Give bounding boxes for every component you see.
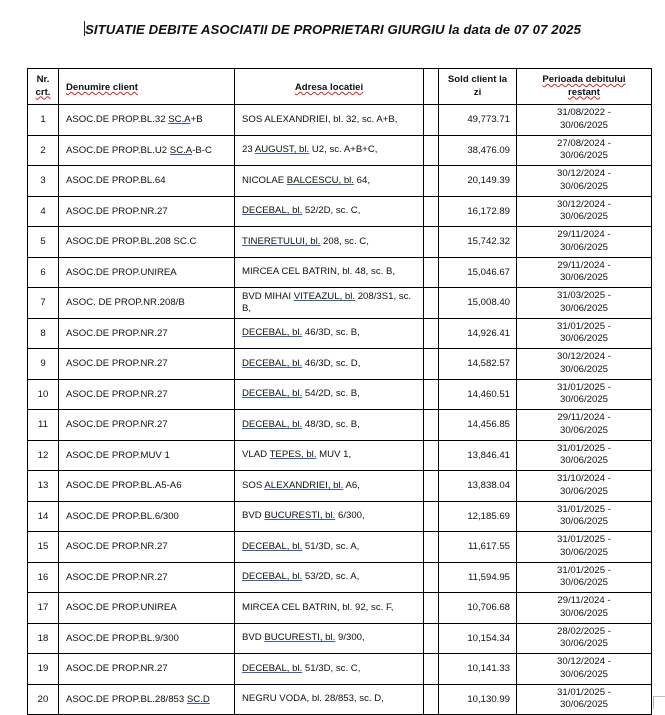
underlined-fragment: DECEBAL, bl.: [242, 327, 303, 339]
row-address: DECEBAL, bl. 46/3D, sc. B,: [235, 318, 424, 349]
underlined-fragment: DECEBAL, bl.: [242, 357, 303, 369]
table-row: [28, 623, 652, 654]
underlined-fragment: DECEBAL, bl.: [242, 388, 303, 400]
row-balance: 15,742.32: [439, 227, 517, 258]
row-nr: 20: [28, 684, 59, 715]
table-row: [28, 501, 652, 532]
header-period: Perioada debitului restant: [517, 69, 652, 105]
row-empty-cell: [424, 227, 439, 258]
underlined-fragment: DECEBAL, bl.: [242, 662, 303, 674]
period-from: 31/01/2025 -: [557, 564, 611, 576]
row-empty-cell: [424, 196, 439, 227]
table-row: [28, 562, 652, 593]
underlined-fragment: VITEAZUL, bl.: [293, 290, 356, 302]
row-client-name: ASOC.DE PROP.BL.32 SC.A+B: [59, 105, 235, 136]
row-client-name: ASOC.DE PROP.BL.64: [59, 166, 235, 197]
row-balance: 15,046.67: [439, 257, 517, 288]
row-nr: 19: [28, 654, 59, 685]
row-client-name: ASOC.DE PROP.MUV 1: [59, 440, 235, 471]
period-to: 30/06/2025: [559, 150, 608, 162]
period-to: 30/06/2025: [559, 363, 608, 375]
table-row: [28, 379, 652, 410]
row-nr: 13: [28, 471, 59, 502]
period-to: 30/06/2025: [559, 424, 608, 436]
table-row: [28, 471, 652, 502]
row-empty-cell: [424, 501, 439, 532]
period-to: 30/06/2025: [559, 485, 608, 497]
row-address: DECEBAL, bl. 54/2D, sc. B,: [235, 379, 424, 410]
row-address: TINERETULUI, bl. 208, sc. C,: [235, 227, 424, 258]
row-balance: 49,773.71: [439, 105, 517, 136]
table-row: [28, 654, 652, 685]
period-from: 31/01/2025 -: [557, 686, 611, 698]
row-nr: 1: [28, 105, 59, 136]
row-empty-cell: [424, 562, 439, 593]
underlined-fragment: DECEBAL, bl.: [242, 205, 303, 217]
row-balance: 14,456.85: [439, 410, 517, 441]
table-row: [28, 532, 652, 563]
row-nr: 12: [28, 440, 59, 471]
row-balance: 10,154.34: [439, 623, 517, 654]
period-from: 31/01/2025 -: [557, 534, 611, 546]
row-nr: 14: [28, 501, 59, 532]
row-period: [517, 166, 652, 197]
row-empty-cell: [424, 410, 439, 441]
row-client-name: ASOC.DE PROP.BL.9/300: [59, 623, 235, 654]
underlined-fragment: DECEBAL, bl.: [242, 418, 303, 430]
row-address: SOS ALEXANDRIEI, bl. A6,: [235, 471, 424, 502]
underlined-fragment: SC.A: [169, 144, 193, 156]
header-empty: [424, 69, 439, 105]
row-balance: 14,582.57: [439, 349, 517, 380]
row-client-name: ASOC.DE PROP.UNIREA: [59, 593, 235, 624]
period-to: 30/06/2025: [559, 638, 608, 650]
period-from: 30/12/2024 -: [557, 168, 611, 180]
row-empty-cell: [424, 166, 439, 197]
table-header-row: [28, 69, 652, 105]
row-client-name: ASOC.DE PROP.NR.27: [59, 349, 235, 380]
underlined-fragment: SC.A: [168, 114, 191, 126]
row-nr: 3: [28, 166, 59, 197]
table-row: [28, 410, 652, 441]
underlined-fragment: ALEXANDRIEI, bl.: [264, 479, 344, 491]
row-empty-cell: [424, 349, 439, 380]
row-balance: 38,476.09: [439, 135, 517, 166]
period-to: 30/06/2025: [559, 699, 608, 711]
row-empty-cell: [424, 532, 439, 563]
table-row: [28, 349, 652, 380]
row-address: NICOLAE BALCESCU, bl. 64,: [235, 166, 424, 197]
period-to: 30/06/2025: [559, 607, 608, 619]
header-nr: Nr. crt.: [28, 69, 59, 105]
row-balance: 15,008.40: [439, 288, 517, 319]
underlined-fragment: BUCURESTI, bl.: [264, 510, 336, 522]
header-address: Adresa locatiei: [235, 69, 424, 105]
row-empty-cell: [424, 257, 439, 288]
table-row: [28, 166, 652, 197]
row-balance: 13,838.04: [439, 471, 517, 502]
row-address: NEGRU VODA, bl. 28/853, sc. D,: [235, 684, 424, 715]
row-address: BVD BUCURESTI, bl. 9/300,: [235, 623, 424, 654]
row-empty-cell: [424, 318, 439, 349]
row-period: [517, 196, 652, 227]
period-from: 31/01/2025 -: [557, 381, 611, 393]
period-from: 29/11/2024 -: [557, 229, 611, 241]
table-row: [28, 288, 652, 319]
row-balance: 10,706.68: [439, 593, 517, 624]
row-client-name: ASOC.DE PROP.BL.6/300: [59, 501, 235, 532]
row-period: [517, 227, 652, 258]
period-to: 30/06/2025: [559, 516, 608, 528]
underlined-fragment: BUCURESTI, bl.: [264, 632, 336, 644]
row-empty-cell: [424, 593, 439, 624]
row-period: [517, 135, 652, 166]
period-to: 30/06/2025: [559, 211, 608, 223]
row-balance: 11,617.55: [439, 532, 517, 563]
row-address: DECEBAL, bl. 52/2D, sc. C,: [235, 196, 424, 227]
table-row: [28, 105, 652, 136]
row-nr: 9: [28, 349, 59, 380]
row-period: [517, 623, 652, 654]
period-from: 28/02/2025 -: [557, 625, 611, 637]
period-from: 31/10/2024 -: [557, 473, 611, 485]
row-nr: 11: [28, 410, 59, 441]
period-from: 31/03/2025 -: [557, 290, 611, 302]
row-empty-cell: [424, 288, 439, 319]
row-address: SOS ALEXANDRIEI, bl. 32, sc. A+B,: [235, 105, 424, 136]
row-period: [517, 349, 652, 380]
period-from: 27/08/2024 -: [557, 137, 611, 149]
underlined-fragment: BALCESCU, bl.: [286, 174, 354, 186]
row-empty-cell: [424, 135, 439, 166]
row-period: [517, 684, 652, 715]
table-row: [28, 684, 652, 715]
period-to: 30/06/2025: [559, 455, 608, 467]
period-from: 31/01/2025 -: [557, 320, 611, 332]
row-address: MIRCEA CEL BATRIN, bl. 48, sc. B,: [235, 257, 424, 288]
row-client-name: ASOC.DE PROP.NR.27: [59, 318, 235, 349]
row-address: BVD BUCURESTI, bl. 6/300,: [235, 501, 424, 532]
row-client-name: ASOC.DE PROP.BL.28/853 SC.D: [59, 684, 235, 715]
table-row: [28, 196, 652, 227]
table-row: [28, 227, 652, 258]
row-address: DECEBAL, bl. 48/3D, sc. B,: [235, 410, 424, 441]
period-to: 30/06/2025: [559, 272, 608, 284]
table-row: [28, 257, 652, 288]
underlined-fragment: DECEBAL, bl.: [242, 540, 303, 552]
period-from: 31/08/2022 -: [557, 107, 611, 119]
row-address: MIRCEA CEL BATRIN, bl. 92, sc. F,: [235, 593, 424, 624]
document-title: SITUATIE DEBITE ASOCIATII DE PROPRIETARI GIURGIU la data de 07 07 2025: [84, 22, 581, 37]
table-row: [28, 593, 652, 624]
row-client-name: ASOC. DE PROP.NR.208/B: [59, 288, 235, 319]
period-from: 30/12/2024 -: [557, 656, 611, 668]
row-period: [517, 593, 652, 624]
row-period: [517, 379, 652, 410]
underlined-fragment: AUGUST, bl.: [254, 144, 310, 156]
underlined-fragment: SC.D: [186, 693, 210, 705]
period-to: 30/06/2025: [559, 119, 608, 131]
header-client-name: Denumire client: [59, 69, 235, 105]
row-client-name: ASOC.DE PROP.UNIREA: [59, 257, 235, 288]
row-balance: 14,926.41: [439, 318, 517, 349]
row-nr: 15: [28, 532, 59, 563]
period-to: 30/06/2025: [559, 546, 608, 558]
period-from: 29/11/2024 -: [557, 412, 611, 424]
period-to: 30/06/2025: [559, 302, 608, 314]
period-from: 31/01/2025 -: [557, 503, 611, 515]
header-balance: Sold client la zi: [439, 69, 517, 105]
row-client-name: ASOC.DE PROP.NR.27: [59, 379, 235, 410]
row-nr: 5: [28, 227, 59, 258]
row-empty-cell: [424, 654, 439, 685]
debts-table: [27, 68, 652, 715]
row-nr: 16: [28, 562, 59, 593]
row-balance: 14,460.51: [439, 379, 517, 410]
row-nr: 7: [28, 288, 59, 319]
row-nr: 4: [28, 196, 59, 227]
row-nr: 17: [28, 593, 59, 624]
underlined-fragment: DECEBAL, bl.: [242, 571, 303, 583]
period-from: 29/11/2024 -: [557, 259, 611, 271]
row-client-name: ASOC.DE PROP.NR.27: [59, 532, 235, 563]
row-address: DECEBAL, bl. 51/3D, sc. A,: [235, 532, 424, 563]
row-client-name: ASOC.DE PROP.BL.A5-A6: [59, 471, 235, 502]
row-address: BVD MIHAI VITEAZUL, bl. 208/3S1, sc. B,: [235, 288, 424, 319]
row-period: [517, 105, 652, 136]
row-empty-cell: [424, 684, 439, 715]
row-period: [517, 471, 652, 502]
row-period: [517, 318, 652, 349]
underlined-fragment: TINERETULUI, bl.: [242, 235, 321, 247]
row-client-name: ASOC.DE PROP.BL.208 SC.C: [59, 227, 235, 258]
row-nr: 2: [28, 135, 59, 166]
row-address: DECEBAL, bl. 51/3D, sc. C,: [235, 654, 424, 685]
period-from: 31/01/2025 -: [557, 442, 611, 454]
row-address: DECEBAL, bl. 46/3D, sc. D,: [235, 349, 424, 380]
row-balance: 11,594.95: [439, 562, 517, 593]
row-nr: 8: [28, 318, 59, 349]
page-corner-marker: [653, 696, 665, 709]
row-balance: 16,172.89: [439, 196, 517, 227]
row-balance: 10,141.33: [439, 654, 517, 685]
row-nr: 18: [28, 623, 59, 654]
period-from: 30/12/2024 -: [557, 351, 611, 363]
row-client-name: ASOC.DE PROP.NR.27: [59, 654, 235, 685]
row-client-name: ASOC.DE PROP.NR.27: [59, 196, 235, 227]
row-empty-cell: [424, 440, 439, 471]
row-period: [517, 532, 652, 563]
row-client-name: ASOC.DE PROP.BL.U2 SC.A-B-C: [59, 135, 235, 166]
row-period: [517, 654, 652, 685]
row-balance: 13,846.41: [439, 440, 517, 471]
period-to: 30/06/2025: [559, 180, 608, 192]
period-from: 29/11/2024 -: [557, 595, 611, 607]
row-period: [517, 501, 652, 532]
table-row: [28, 135, 652, 166]
table-row: [28, 318, 652, 349]
period-to: 30/06/2025: [559, 333, 608, 345]
row-period: [517, 410, 652, 441]
row-empty-cell: [424, 379, 439, 410]
row-period: [517, 562, 652, 593]
row-empty-cell: [424, 623, 439, 654]
row-nr: 6: [28, 257, 59, 288]
row-address: DECEBAL, bl. 53/2D, sc. A,: [235, 562, 424, 593]
underlined-fragment: TEPES, bl.: [269, 449, 317, 461]
row-balance: 12,185.69: [439, 501, 517, 532]
row-balance: 20,149.39: [439, 166, 517, 197]
row-client-name: ASOC.DE PROP.NR.27: [59, 562, 235, 593]
period-to: 30/06/2025: [559, 668, 608, 680]
row-empty-cell: [424, 471, 439, 502]
period-from: 30/12/2024 -: [557, 198, 611, 210]
row-period: [517, 440, 652, 471]
row-period: [517, 288, 652, 319]
row-address: VLAD TEPES, bl. MUV 1,: [235, 440, 424, 471]
row-client-name: ASOC.DE PROP.NR.27: [59, 410, 235, 441]
row-empty-cell: [424, 105, 439, 136]
row-nr: 10: [28, 379, 59, 410]
period-to: 30/06/2025: [559, 394, 608, 406]
row-balance: 10,130.99: [439, 684, 517, 715]
table-row: [28, 440, 652, 471]
row-address: 23 AUGUST, bl. U2, sc. A+B+C,: [235, 135, 424, 166]
row-period: [517, 257, 652, 288]
period-to: 30/06/2025: [559, 241, 608, 253]
period-to: 30/06/2025: [559, 577, 608, 589]
